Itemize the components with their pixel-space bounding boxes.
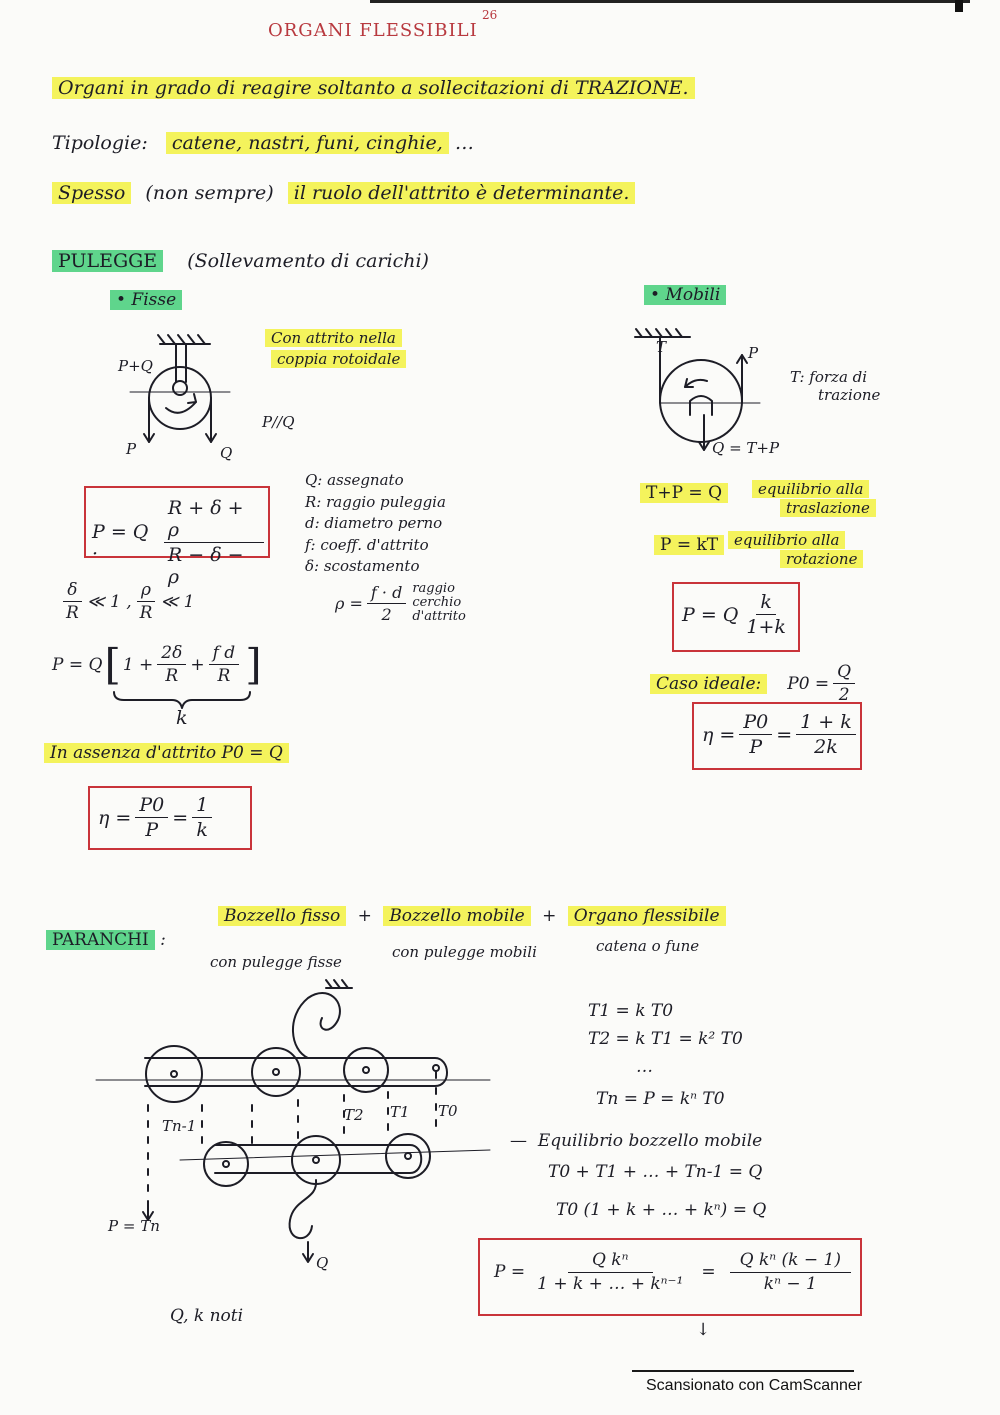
intro-definition: Organi in grado di reagire soltanto a sollecitazioni di TRAZIONE.: [52, 77, 695, 99]
mobili-eq1-note-1: equilibrio alla: [752, 480, 869, 498]
tension-relations: [588, 997, 743, 1113]
tension-2: T2 = k T1 = k² T0: [588, 1029, 743, 1049]
tackle-label-p: P = Tn: [108, 1217, 160, 1235]
mobili-efficiency: [702, 711, 860, 758]
final-n2: Q kⁿ (k − 1): [730, 1250, 851, 1273]
corner-mark: [955, 0, 963, 12]
mobili-formula-den: 1+k: [746, 616, 786, 638]
non-sempre: (non sempre): [145, 182, 274, 204]
paranchi-part-flexible: Organo flessibile: [568, 906, 726, 926]
page-number: 26: [482, 8, 498, 22]
final-d2: kⁿ − 1: [763, 1274, 817, 1294]
fisse-note-line-1: Con attrito nella: [265, 329, 402, 347]
approx-relations: [58, 580, 194, 623]
mobili-formula-num: k: [756, 591, 776, 615]
tackle-label-t0: T0: [438, 1102, 458, 1120]
paranchi-plus-2: +: [542, 906, 557, 926]
mobili-efficiency-box: [692, 702, 862, 770]
t-definition: [790, 368, 880, 404]
legend-line-5: δ: scostamento: [305, 557, 420, 575]
final-frac-1: [533, 1250, 687, 1294]
mobili-formula-lhs: P = Q: [682, 603, 739, 626]
paranchi-parts: [218, 906, 726, 926]
mobili-eff-d1: P: [749, 736, 763, 758]
expansion-t2-num: f d: [209, 643, 240, 665]
paranchi-sub-1: con pulegge fisse: [210, 953, 342, 971]
tipologie-label: Tipologie:: [52, 132, 148, 154]
intro-line-1: [52, 77, 695, 99]
fixed-label-pq: P+Q: [118, 357, 153, 375]
mobili-eff-n2: 1 + k: [796, 711, 856, 735]
fixed-label-parallel: P//Q: [262, 413, 295, 431]
fixed-formula: [92, 497, 268, 588]
mobili-eq2-note-2: rotazione: [780, 550, 863, 568]
scanner-watermark: Scansionato con CamScanner: [646, 1377, 863, 1394]
mobili-eff-eq: =: [776, 723, 793, 746]
t-def-line-2: trazione: [818, 386, 881, 404]
known-values: Q, k noti: [170, 1306, 244, 1326]
fixed-eff-d1: P: [145, 819, 159, 841]
legend-line-1: Q: assegnato: [305, 471, 404, 489]
rho-fraction: [367, 583, 406, 624]
tension-dots: …: [636, 1057, 653, 1077]
fixed-eff-d2: k: [196, 819, 208, 841]
final-formula: [494, 1250, 855, 1294]
fixed-label-p: P: [126, 440, 137, 458]
continue-arrow: ↓: [696, 1320, 711, 1340]
approx-a-den: R: [66, 603, 79, 623]
paranchi-part-movable-block: Bozzello mobile: [383, 906, 530, 926]
spesso-word: Spesso: [52, 182, 131, 204]
expansion-formula: [52, 640, 262, 689]
mobili-eq1-note: [752, 480, 876, 518]
ruolo-attrito: il ruolo dell'attrito è determinante.: [288, 182, 636, 204]
mobili-eq1: T+P = Q: [640, 483, 728, 503]
pulegge-title: PULEGGE: [52, 250, 163, 272]
tackle-label-t2: T2: [344, 1106, 364, 1124]
fisse-label: [110, 290, 182, 310]
mobili-eq1-row: [640, 483, 728, 503]
fixed-efficiency: [98, 794, 216, 841]
fixed-eff-frac-2: [192, 794, 212, 841]
paranchi-heading: [46, 930, 166, 950]
expansion-one: 1 +: [122, 654, 154, 675]
tackle-label-t1: T1: [390, 1103, 410, 1121]
expansion-lhs: P = Q: [52, 654, 103, 675]
fisse-tag: • Fisse: [110, 290, 182, 310]
mobili-eff-n1: P0: [739, 711, 772, 735]
rho-formula: [335, 582, 466, 624]
fixed-formula-num: R + δ + ρ: [164, 497, 264, 543]
tipologie-value: catene, nastri, funi, cinghie,: [166, 132, 449, 154]
legend-line-2: R: raggio puleggia: [305, 492, 446, 511]
mobili-label: [644, 285, 726, 305]
rho-note-3: d'attrito: [412, 609, 466, 624]
equilibrium-title: [510, 1131, 762, 1151]
movable-label-q: Q = T+P: [712, 439, 780, 457]
page-title: ORGANI FLESSIBILI: [268, 20, 478, 41]
final-n1: Q kⁿ: [568, 1250, 653, 1273]
pulegge-subtitle: (Sollevamento di carichi): [187, 250, 429, 272]
equilibrium-dash: —: [510, 1131, 538, 1151]
expansion-t1-den: R: [165, 666, 179, 686]
rho-den: 2: [381, 604, 392, 624]
ideal-label: Caso ideale:: [650, 674, 767, 694]
mobili-eq1-note-2: traslazione: [780, 499, 876, 517]
mobili-formula-box: [672, 582, 800, 652]
rho-lhs: ρ =: [335, 593, 363, 613]
fixed-eff-n2: 1: [192, 794, 212, 818]
approx-b-den: R: [139, 603, 153, 623]
mobili-eq2: P = kT: [654, 535, 724, 555]
equilibrium-eq-a: T0 + T1 + … + Tn-1 = Q: [548, 1162, 763, 1182]
fixed-eff-lhs: η =: [98, 806, 132, 829]
rho-num: f · d: [367, 583, 406, 604]
absence-text: In assenza d'attrito P0 = Q: [44, 743, 289, 763]
legend-line-4: f: coeff. d'attrito: [305, 535, 429, 554]
rho-note-1: raggio: [412, 581, 455, 596]
paranchi-sub-2: con pulegge mobili: [392, 943, 537, 961]
final-frac-2: [730, 1250, 851, 1294]
final-lhs: P =: [494, 1262, 526, 1282]
paranchi-plus-1: +: [357, 906, 372, 926]
mobili-eq2-note-1: equilibrio alla: [728, 531, 845, 549]
t-def-line-1: T: forza di: [790, 368, 868, 386]
ideal-row: [650, 662, 859, 705]
paranchi-part-fixed-block: Bozzello fisso: [218, 906, 346, 926]
rho-note: [412, 582, 466, 624]
expansion-k: k: [176, 707, 188, 729]
ideal-fraction: [833, 662, 855, 705]
fixed-label-q: Q: [220, 444, 233, 462]
mobili-tag: • Mobili: [644, 285, 726, 305]
fixed-eff-frac-1: [135, 794, 168, 841]
fixed-pulley-diagram: [110, 330, 290, 460]
ideal-lhs: P0 =: [787, 673, 830, 694]
approx-a-rel: ≪ 1 ,: [86, 591, 132, 612]
expansion-t1: [157, 643, 186, 686]
absence-row: [44, 743, 289, 763]
final-formula-box: [478, 1238, 862, 1316]
fixed-formula-den: R − δ − ρ: [167, 544, 244, 588]
expansion-t2: [209, 643, 240, 686]
fixed-eff-n1: P0: [135, 794, 168, 818]
fixed-legend: [305, 470, 446, 578]
spesso-row: [52, 182, 635, 204]
top-rule: [370, 0, 970, 3]
paranchi-sub-3: catena o fune: [596, 937, 700, 955]
mobili-eq2-note: [728, 531, 863, 569]
paranchi-colon: :: [160, 930, 166, 950]
footer-rule: [632, 1370, 854, 1372]
fixed-formula-fraction: [164, 497, 264, 588]
ideal-den: 2: [838, 685, 850, 705]
rho-note-2: cerchio: [412, 595, 462, 610]
fisse-note-line-2: coppia rotoidale: [271, 350, 406, 368]
ideal-formula: [787, 662, 859, 705]
fixed-efficiency-box: [88, 786, 252, 850]
mobili-formula: [682, 591, 794, 638]
equilibrium-title-text: Equilibrio bozzello mobile: [537, 1131, 763, 1151]
mobili-formula-fraction: [742, 591, 790, 638]
tension-n: Tn = P = kⁿ T0: [596, 1089, 725, 1109]
paranchi-title: PARANCHI: [46, 930, 155, 950]
mobili-eq2-row: [654, 535, 724, 555]
approx-a-fraction: [62, 580, 83, 623]
expansion-t2-den: R: [217, 666, 231, 686]
expansion-t1-num: 2δ: [157, 643, 186, 665]
movable-label-t: T: [656, 338, 667, 356]
tackle-label-tn1: Tn-1: [162, 1117, 197, 1135]
fixed-eff-eq: =: [172, 806, 189, 829]
final-eq: =: [701, 1262, 716, 1282]
pulegge-heading: [52, 250, 429, 272]
tipologie-row: [52, 132, 474, 154]
fixed-formula-lhs: P = Q ·: [92, 520, 149, 565]
equilibrium-eq-b: T0 (1 + k + … + kⁿ) = Q: [556, 1200, 767, 1220]
approx-b-num: ρ: [137, 580, 155, 602]
tension-1: T1 = k T0: [588, 1001, 674, 1021]
movable-label-p: P: [748, 344, 759, 362]
legend-line-3: d: diametro perno: [305, 514, 443, 532]
mobili-eff-lhs: η =: [702, 723, 736, 746]
expansion-bracket-open: [: [104, 640, 121, 689]
approx-b-fraction: [136, 580, 157, 623]
expansion-plus: +: [190, 654, 205, 675]
expansion-bracket-close: ]: [245, 640, 262, 689]
mobili-eff-d2: 2k: [814, 736, 838, 758]
mobili-eff-frac-2: [796, 711, 856, 758]
ideal-num: Q: [833, 662, 855, 684]
final-d1: 1 + k + … + kⁿ⁻¹: [537, 1274, 684, 1294]
tackle-label-q: Q: [316, 1254, 329, 1272]
approx-b-rel: ≪ 1: [160, 591, 195, 612]
tipologie-more: …: [454, 132, 474, 154]
mobili-eff-frac-1: [739, 711, 772, 758]
approx-a-num: δ: [63, 580, 81, 602]
